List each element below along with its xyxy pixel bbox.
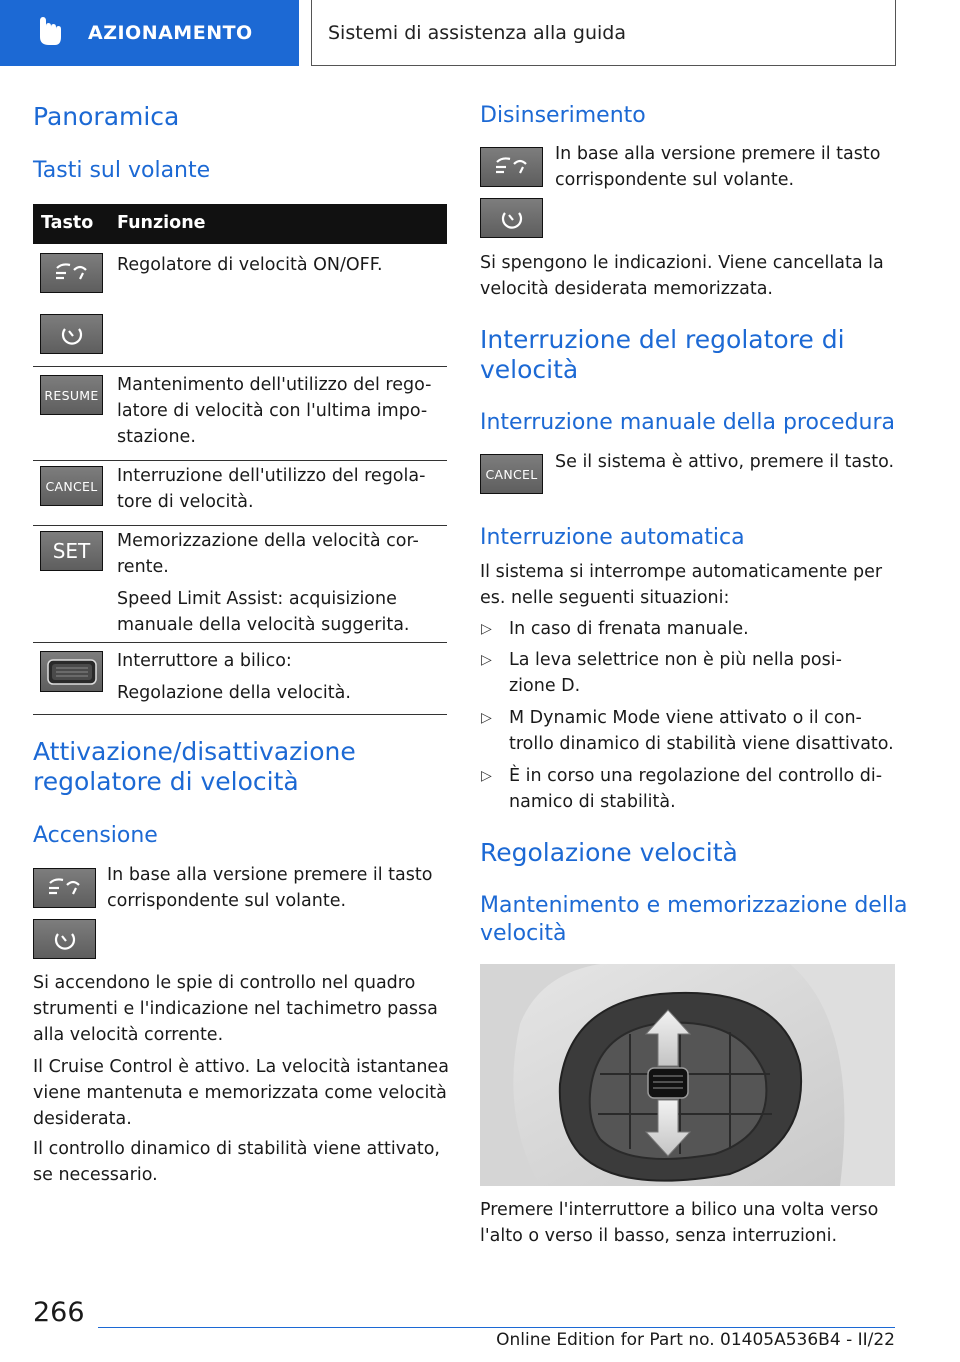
table-divider (33, 460, 447, 461)
bullet-triangle-icon: ▷ (481, 710, 492, 726)
bullet-4-line-1: È in corso una regolazione del controllo di- (509, 766, 883, 786)
bullet-triangle-icon: ▷ (481, 768, 492, 784)
table-divider (33, 642, 447, 643)
cancel-key (480, 454, 543, 494)
section-heading-keys: Tasti sul volante (33, 158, 211, 183)
cancel-key-label: CANCEL (485, 466, 538, 482)
manual-interrupt-heading: Interruzione manuale della procedura (480, 410, 896, 435)
auto-intro-line-1: Il sistema si interrompe automaticamente per (480, 562, 883, 582)
row-4-function-line-2: rente. (117, 557, 169, 577)
para-2-line-1: Il Cruise Control è attivo. La velocità istantanea (33, 1057, 449, 1077)
row-4-extra-line-2: manuale della velocità suggerita. (117, 615, 410, 635)
cruise-control-key-icon (480, 147, 543, 187)
bullet-3-line-1: M Dynamic Mode viene attivato o il con- (509, 708, 862, 728)
table-header (33, 204, 447, 244)
speedometer-key-icon (40, 314, 103, 354)
cruise-control-key-icon (33, 868, 96, 908)
steering-hand-icon (32, 15, 68, 51)
cruise-control-key-icon (40, 253, 103, 293)
table-bottom-rule (33, 714, 447, 715)
row-3-function-line-2: tore di velocità. (117, 492, 254, 512)
auto-intro-line-2: es. nelle seguenti situazioni: (480, 588, 730, 608)
bullet-2-line-1: La leva selettrice non è più nella posi- (509, 650, 842, 670)
bullet-3-line-2: trollo dinamico di stabilità viene disattivato. (509, 734, 894, 754)
row-2-function-line-3: stazione. (117, 427, 196, 447)
photo-caption-line-2: l'alto o verso il basso, senza interruzioni. (480, 1226, 838, 1246)
off-para-line-2: velocità desiderata memorizzata. (480, 279, 773, 299)
row-3-function-line-1: Interruzione dell'utilizzo del regola- (117, 466, 426, 486)
set-key-label: SET (52, 539, 91, 563)
cancel-key-label: CANCEL (45, 478, 98, 494)
table-divider (33, 525, 447, 526)
cancel-key (40, 466, 103, 506)
set-key (40, 531, 103, 571)
chapter-title-text: Sistemi di assistenza alla guida (328, 21, 627, 44)
table-header-key: Tasto (41, 213, 94, 233)
resume-key (40, 375, 103, 415)
interrupt-heading-line-1: Interruzione del regolatore di (480, 325, 845, 354)
para-1-line-3: alla velocità corrente. (33, 1025, 224, 1045)
chapter-title (311, 0, 896, 66)
interrupt-heading-line-2: velocità (480, 355, 579, 384)
para-2-line-2: viene mantenuta e memorizzata come velocità (33, 1083, 447, 1103)
activation-heading-line-1: Attivazione/disattivazione (33, 737, 356, 766)
bullet-4-line-2: namico di stabilità. (509, 792, 676, 812)
on-text-line-1: In base alla versione premere il tasto (107, 865, 433, 885)
row-1-function: Regolatore di velocità ON/OFF. (117, 255, 383, 275)
row-4-function-line-1: Memorizzazione della velocità cor- (117, 531, 419, 551)
row-5-extra: Regolazione della velocità. (117, 683, 351, 703)
activation-heading-line-2: regolatore di velocità (33, 767, 299, 796)
para-3-line-2: se necessario. (33, 1165, 158, 1185)
manual-interrupt-text: Se il sistema è attivo, premere il tasto. (555, 452, 895, 472)
table-divider (33, 366, 447, 367)
para-2-line-3: desiderata. (33, 1109, 132, 1129)
resume-key-label: RESUME (44, 387, 99, 403)
off-para-line-1: Si spengono le indicazioni. Viene cancellata la (480, 253, 884, 273)
bullet-2-line-2: zione D. (509, 676, 581, 696)
table-header-function: Funzione (117, 213, 206, 233)
rocker-switch-icon (40, 651, 103, 692)
section-tab[interactable] (0, 0, 299, 66)
bullet-1-line-1: In caso di frenata manuale. (509, 619, 749, 639)
keep-heading-line-2: velocità (480, 921, 567, 946)
off-text-line-2: corrispondente sul volante. (555, 170, 795, 190)
on-heading: Accensione (33, 823, 158, 848)
photo-caption-line-1: Premere l'interruttore a bilico una volta verso (480, 1200, 879, 1220)
bullet-triangle-icon: ▷ (481, 621, 492, 637)
row-2-function-line-1: Mantenimento dell'utilizzo del rego- (117, 375, 432, 395)
footer-edition: Online Edition for Part no. 01405A536B4 - II/22 (496, 1330, 895, 1350)
page-heading: Panoramica (33, 102, 180, 131)
page-number: 266 (33, 1297, 85, 1328)
speed-heading: Regolazione velocità (480, 838, 738, 867)
section-title: AZIONAMENTO (88, 22, 253, 44)
para-1-line-1: Si accendono le spie di controllo nel quadro (33, 973, 416, 993)
para-1-line-2: strumenti e l'indicazione nel tachimetro passa (33, 999, 438, 1019)
bullet-triangle-icon: ▷ (481, 652, 492, 668)
steering-wheel-photo (480, 964, 895, 1186)
footer-rule (98, 1327, 895, 1328)
speedometer-key-icon (480, 198, 543, 238)
keep-heading-line-1: Mantenimento e memorizzazione della (480, 893, 908, 918)
row-2-function-line-2: latore di velocità con l'ultima impo- (117, 401, 428, 421)
off-text-line-1: In base alla versione premere il tasto (555, 144, 881, 164)
off-heading: Disinserimento (480, 103, 646, 128)
row-5-function: Interruttore a bilico: (117, 651, 292, 671)
para-3-line-1: Il controllo dinamico di stabilità viene attivato, (33, 1139, 440, 1159)
row-4-extra-line-1: Speed Limit Assist: acquisizione (117, 589, 397, 609)
on-text-line-2: corrispondente sul volante. (107, 891, 347, 911)
auto-interrupt-heading: Interruzione automatica (480, 525, 745, 550)
speedometer-key-icon (33, 919, 96, 959)
